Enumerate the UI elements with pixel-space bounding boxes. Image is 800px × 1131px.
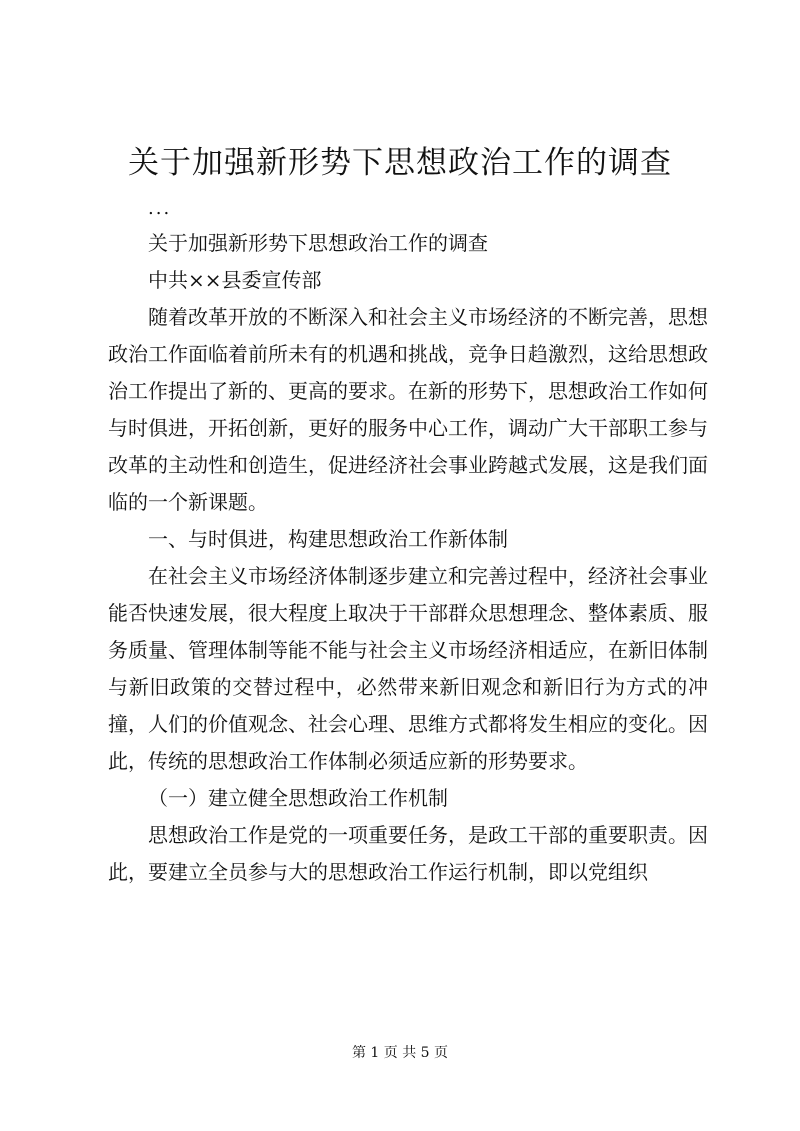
intro-paragraph: 随着改革开放的不断深入和社会主义市场经济的不断完善，思想政治工作面临着前所未有的机遇和挑战，竞争日趋激烈，这给思想政治工作提出了新的、更高的要求。在新的形势下，思想政治工作如何与时俱进，开拓创新，更好的服务中心工作，调动广大干部职工参与改革的主动性和创造生，促进经济社会事业跨越式发展，这是我们面临的一个新课题。 (108, 305, 708, 514)
subsection-heading-1: （一）建立健全思想政治工作机制 (148, 786, 448, 810)
section-heading-1: 一、与时俱进，构建思想政治工作新体制 (148, 527, 508, 551)
ellipsis-mark: ... (148, 198, 172, 219)
page-footer: 第 1 页 共 5 页 (351, 1045, 449, 1061)
document-body (108, 225, 708, 891)
document-title: 关于加强新形势下思想政治工作的调查 (128, 145, 672, 181)
author-paragraph: 中共××县委宣传部 (148, 268, 322, 292)
subtitle-paragraph: 关于加强新形势下思想政治工作的调查 (148, 231, 488, 255)
section-paragraph-1: 在社会主义市场经济体制逐步建立和完善过程中，经济社会事业能否快速发展，很大程度上取决于干部群众思想理念、整体素质、服务质量、管理体制等能不能与社会主义市场经济相适应，在新旧体制与新旧政策的交替过程中，必然带来新旧观念和新旧行为方式的冲撞，人们的价值观念、社会心理、思维方式都将发生相应的变化。因此，传统的思想政治工作体制必须适应新的形势要求。 (108, 564, 708, 773)
subsection-paragraph-1: 思想政治工作是党的一项重要任务，是政工干部的重要职责。因此，要建立全员参与大的思想政治工作运行机制，即以党组织 (108, 823, 708, 884)
